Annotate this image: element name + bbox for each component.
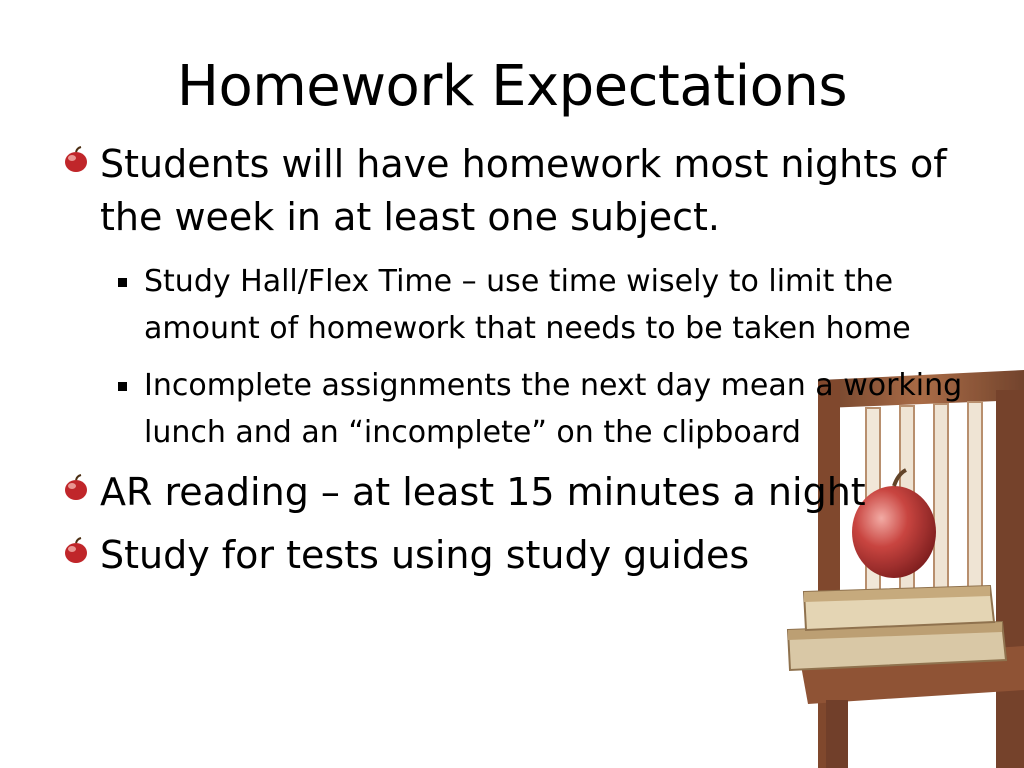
sub-bullet-list [100,258,992,456]
sub-bullet-text: Study Hall/Flex Time – use time wisely to limit the amount of homework that needs to be taken home [144,264,911,346]
apple-bullet-icon [62,537,90,565]
apple-bullet-icon [62,146,90,174]
square-bullet-icon [118,278,127,287]
bullet-item [62,138,992,456]
sub-bullet-item [106,258,992,352]
bullet-text: Students will have homework most nights of the week in at least one subject. [100,142,947,239]
bullet-text: Study for tests using study guides [100,533,750,577]
bullet-item [62,466,992,519]
bullet-list [62,138,992,592]
apple-bullet-icon [62,474,90,502]
bullet-text: AR reading – at least 15 minutes a night [100,470,866,514]
bullet-item [62,529,992,582]
sub-bullet-item [106,362,992,456]
sub-bullet-text: Incomplete assignments the next day mean a working lunch and an “incomplete” on the clipboard [144,368,963,450]
square-bullet-icon [118,382,127,391]
slide-title: Homework Expectations [176,54,848,119]
